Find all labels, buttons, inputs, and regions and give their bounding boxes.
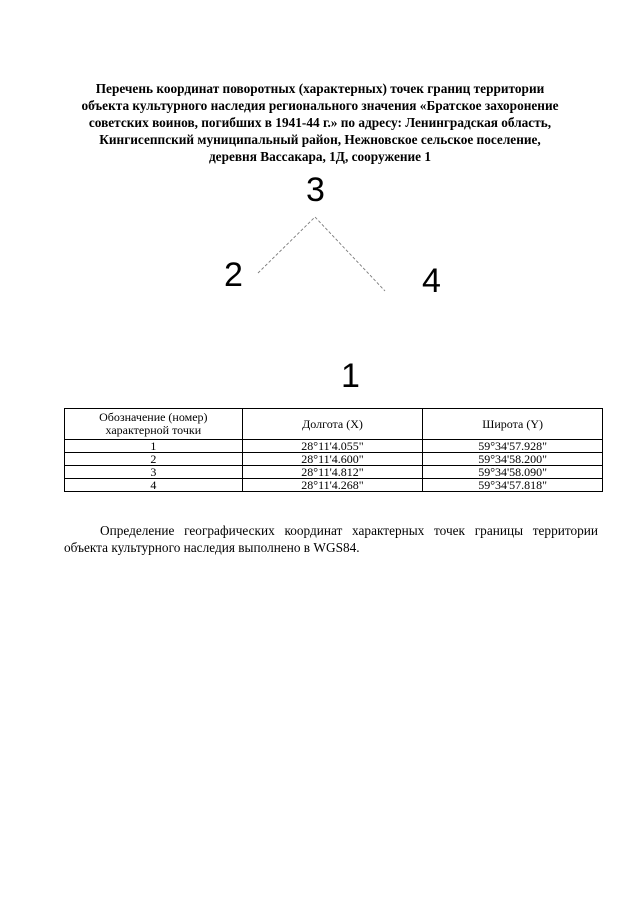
coordinates-table [64,408,603,492]
point-label-3: 3 [306,171,325,209]
title-line: Кингисеппский муниципальный район, Нежновское сельское поселение, [99,132,541,147]
cell-longitude: 28°11'4.812" [242,466,423,479]
table-row [65,466,603,479]
table-row [65,453,603,466]
title-line: советских воинов, погибших в 1941-44 г.» по адресу: Ленинградская область, [88,115,552,130]
cell-latitude: 59°34'57.928" [423,440,603,453]
header-longitude: Долгота (X) [242,409,423,440]
point-label-2: 2 [224,256,243,294]
cell-point-number: 3 [65,466,243,479]
cell-latitude: 59°34'58.090" [423,466,603,479]
cell-point-number: 4 [65,479,243,492]
title-line: объекта культурного наследия регионального значения «Братское захоронение [81,98,559,113]
title-line: деревня Вассакара, 1Д, сооружение 1 [208,149,432,164]
table-header-row [65,409,603,440]
cell-longitude: 28°11'4.268" [242,479,423,492]
table-row [65,479,603,492]
boundary-line [258,217,385,291]
table-row [65,440,603,453]
cell-point-number: 2 [65,453,243,466]
cell-point-number: 1 [65,440,243,453]
cell-longitude: 28°11'4.055" [242,440,423,453]
coordinate-system-note: Определение географических координат характерных точек границы территории объекта культурного наследия выполнено в WGS84. [64,523,598,555]
header-point-number: Обозначение (номер) характерной точки [65,409,243,440]
point-label-1: 1 [341,357,360,395]
document-title [40,80,600,165]
cell-latitude: 59°34'57.818" [423,479,603,492]
cell-latitude: 59°34'58.200" [423,453,603,466]
cell-longitude: 28°11'4.600" [242,453,423,466]
title-line: Перечень координат поворотных (характерных) точек границ территории [95,81,545,96]
boundary-diagram [0,165,640,400]
point-label-4: 4 [422,262,441,300]
header-latitude: Широта (Y) [423,409,603,440]
